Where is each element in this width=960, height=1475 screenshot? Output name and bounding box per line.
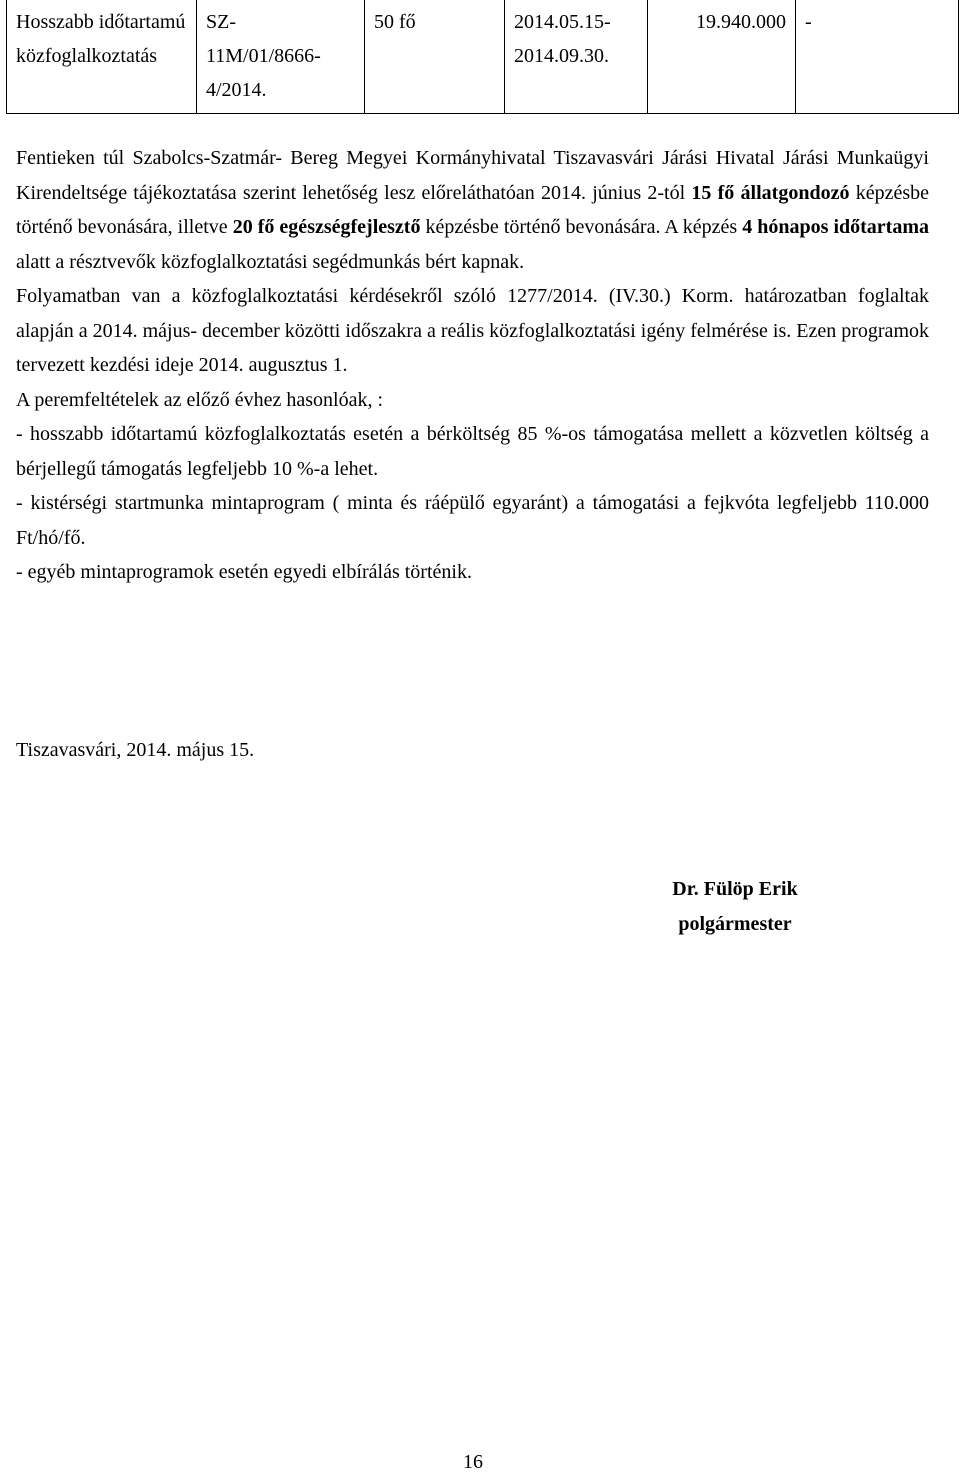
paragraph-condition-1: - hosszabb időtartamú közfoglalkoztatás esetén a bérköltség 85 %-os támogatása mellett a közvetlen költség a bérjellegű támogatás legfeljebb 10 %-a lehet.: [16, 423, 929, 480]
cell-program-type: Hosszabb időtartamú közfoglalkoztatás: [7, 0, 197, 114]
bold-segment: 15 fő állatgondozó: [691, 181, 850, 204]
bold-segment: 4 hónapos időtartama: [742, 216, 929, 238]
paragraph-training: [16, 141, 929, 279]
signer-title: polgármester: [678, 913, 792, 935]
text-segment: alatt a résztvevők közfoglalkoztatási segédmunkás bért kapnak.: [16, 250, 525, 273]
cell-reference-number: SZ- 11M/01/8666- 4/2014.: [197, 0, 365, 114]
paragraph-condition-2: - kistérségi startmunka mintaprogram ( minta és ráépülő egyaránt) a támogatási a fejkvóta legfeljebb 110.000 Ft/hó/fő.: [16, 492, 929, 549]
signature-block: [630, 872, 840, 942]
cell-other: -: [796, 0, 959, 114]
page-number: 16: [463, 1451, 483, 1473]
cell-amount: 19.940.000: [648, 0, 796, 114]
cell-headcount: 50 fő: [365, 0, 505, 114]
paragraph-survey: Folyamatban van a közfoglalkoztatási kérdésekről szóló 1277/2014. (IV.30.) Korm. határozatban foglaltak alapján a 2014. május- december közötti időszakra a reális közfoglalkoztatási igény felmérése is. Ezen programok tervezett kezdési ideje 2014. augusztus 1.: [16, 285, 929, 376]
text-segment: képzésbe történő bevonására. A képzés: [420, 216, 743, 238]
paragraph-condition-3: - egyéb mintaprogramok esetén egyedi elbírálás történik.: [16, 561, 472, 583]
grant-table: [6, 0, 959, 114]
bold-segment: 20 fő egészségfejlesztő: [232, 216, 421, 238]
text-segment: képzésbe történő bevonására, illetve: [16, 181, 929, 238]
text-segment: Fentieken túl Szabolcs-Szatmár- Bereg Megyei Kormányhivatal Tiszavasvári Járási Hivatal Járási Munkaügyi Kirendeltsége tájékoztatása szerint lehetőség lesz előreláthatóan 2014. június 2-tól: [16, 147, 929, 204]
place-date: Tiszavasvári, 2014. május 15.: [16, 739, 255, 761]
table-row: [7, 0, 959, 114]
body-text: [16, 141, 929, 590]
signer-name: Dr. Fülöp Erik: [672, 878, 798, 900]
paragraph-conditions-intro: A peremfeltételek az előző évhez hasonlóak, :: [16, 388, 384, 411]
cell-period: 2014.05.15- 2014.09.30.: [505, 0, 648, 114]
